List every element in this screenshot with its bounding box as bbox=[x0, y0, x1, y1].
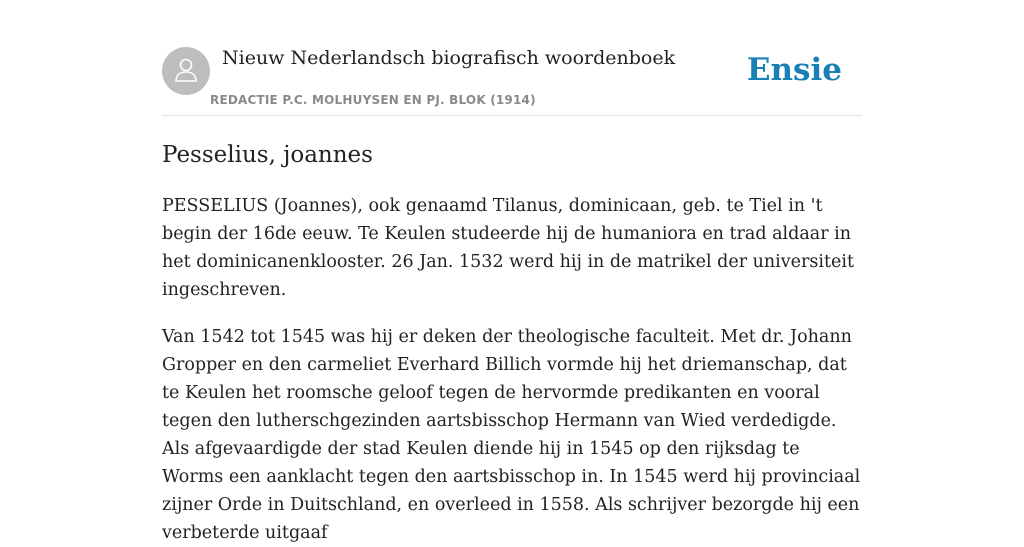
user-icon bbox=[172, 55, 200, 88]
book-author: REDACTIE P.C. MOLHUYSEN EN PJ. BLOK (1914) bbox=[210, 93, 536, 107]
article-paragraph: Van 1542 tot 1545 was hij er deken der theologische faculteit. Met dr. Johann Gropper en den carmeliet Everhard Billich vormde hij het driemanschap, dat te Keulen het roomsche geloof tegen de hervormde predikanten en vooral tegen den lutherschgezinden aartsbisschop Hermann van Wied verdedigde. Als afgevaardigde der stad Keulen diende hij in 1545 op den rijksdag te Worms een aanklacht tegen den aartsbisschop in. In 1545 werd hij provinciaal zijner Orde in Duitschland, en overleed in 1558. Als schrijver bezorgde hij een verbeterde uitgaaf bbox=[162, 327, 861, 543]
page bbox=[162, 0, 862, 547]
article-paragraph: PESSELIUS (Joannes), ook genaamd Tilanus, dominicaan, geb. te Tiel in 't begin der 16de eeuw. Te Keulen studeerde hij de humaniora en trad aldaar in het dominicanenklooster. 26 Jan. 1532 werd hij in de matrikel der universiteit ingeschreven. bbox=[162, 196, 854, 300]
entry-title: Pesselius, joannes bbox=[162, 142, 373, 168]
source-header bbox=[162, 46, 862, 116]
article-body bbox=[162, 192, 862, 547]
book-title-link[interactable]: Nieuw Nederlandsch biografisch woordenboek bbox=[222, 47, 676, 69]
brand-logo[interactable]: Ensie bbox=[746, 52, 842, 88]
avatar[interactable] bbox=[162, 47, 210, 95]
